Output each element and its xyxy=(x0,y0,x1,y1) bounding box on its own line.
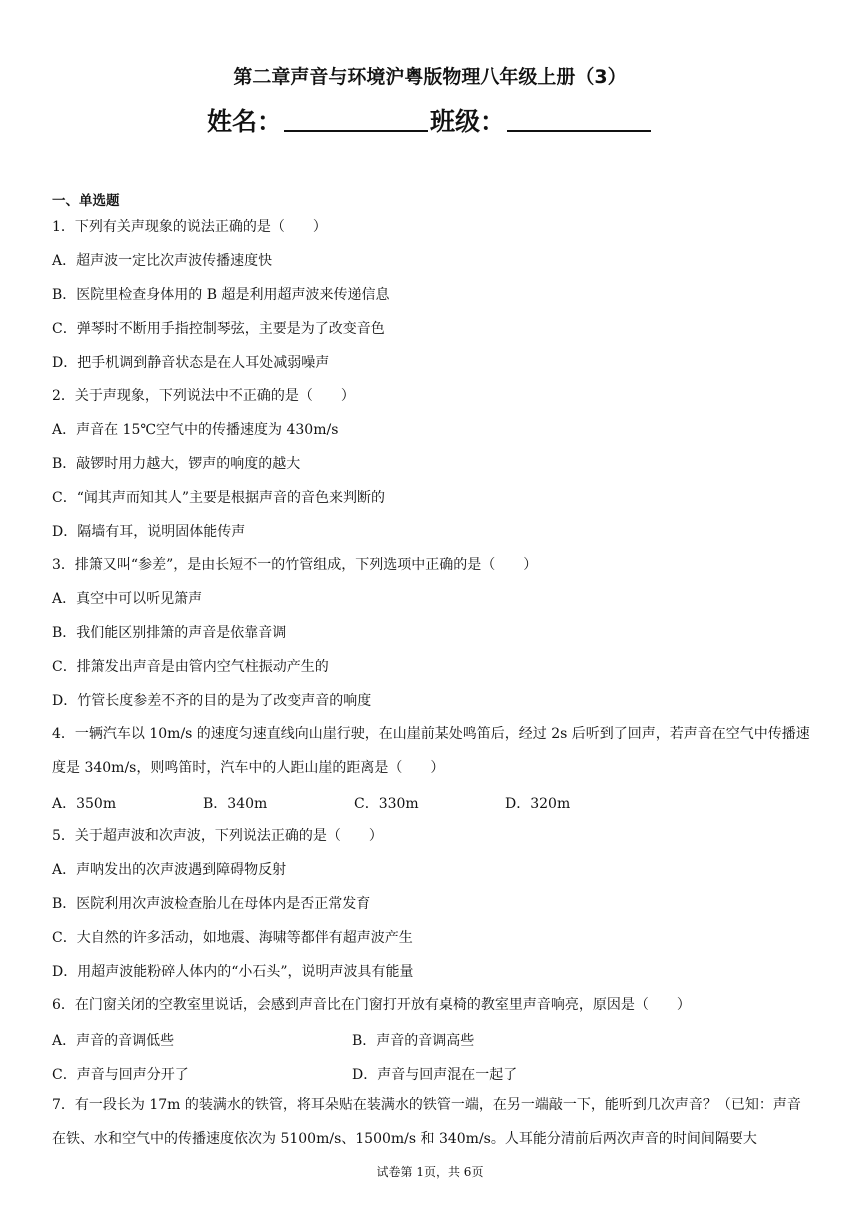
question-1-option-d: D．把手机调到静音状态是在人耳处减弱噪声 xyxy=(52,355,330,371)
question-2-stem: 2．关于声现象，下列说法中不正确的是（ ） xyxy=(52,388,355,404)
question-6-option-d: D．声音与回声混在一起了 xyxy=(352,1067,518,1083)
question-6-options-row-1 xyxy=(52,1030,474,1050)
question-5-stem: 5．关于超声波和次声波，下列说法正确的是（ ） xyxy=(52,828,383,844)
question-6-option-b: B．声音的音调高些 xyxy=(352,1033,475,1049)
question-6-stem: 6．在门窗关闭的空教室里说话，会感到声音比在门窗打开放有桌椅的教室里声音响亮，原因是（ ） xyxy=(52,997,691,1013)
page-footer: 试卷第 1页，共 6页 xyxy=(376,1165,484,1179)
question-6-option-c: C．声音与回声分开了 xyxy=(52,1067,189,1083)
question-2-option-d: D．隔墙有耳，说明固体能传声 xyxy=(52,524,246,540)
question-4-option-a: A．350m xyxy=(52,796,117,812)
question-4-option-b: B．340m xyxy=(203,796,268,812)
question-1-option-a: A．超声波一定比次声波传播速度快 xyxy=(52,253,273,269)
question-6-option-a: A．声音的音调低些 xyxy=(52,1033,175,1049)
question-2-option-a: A．声音在 15℃空气中的传播速度为 430m/s xyxy=(52,422,339,438)
name-class-row xyxy=(0,102,860,138)
question-3-option-a: A．真空中可以听见箫声 xyxy=(52,591,203,607)
question-4-stem: 4．一辆汽车以 10m/s 的速度匀速直线向山崖行驶，在山崖前某处鸣笛后，经过 2s 后听到了回声，若声音在空气中传播速度是 340m/s，则鸣笛时，汽车中的人距山崖的距离是（ ） xyxy=(52,726,810,776)
question-1-option-b: B．医院里检查身体用的 B 超是利用超声波来传递信息 xyxy=(52,287,390,303)
question-4-option-c: C．330m xyxy=(354,796,419,812)
question-5-option-d: D．用超声波能粉碎人体内的“小石头”，说明声波具有能量 xyxy=(52,964,414,980)
question-3-option-b: B．我们能区别排箫的声音是依靠音调 xyxy=(52,625,287,641)
question-4-option-d: D．320m xyxy=(505,796,571,812)
section-title: 一、单选题 xyxy=(52,193,120,209)
question-5-option-c: C．大自然的许多活动，如地震、海啸等都伴有超声波产生 xyxy=(52,930,413,946)
question-7-stem: 7．有一段长为 17m 的装满水的铁管，将耳朵贴在装满水的铁管一端，在另一端敲一下，能听到几次声音？（已知：声音在铁、水和空气中的传播速度依次为 5100m/s、1500m/s 和 340m/s。人耳能分清前后两次声音的时间间隔要大 xyxy=(52,1097,801,1147)
question-5-option-b: B．医院利用次声波检查胎儿在母体内是否正常发育 xyxy=(52,896,371,912)
class-label: 班级： xyxy=(430,107,506,136)
question-4-options xyxy=(52,793,570,813)
question-3-option-d: D．竹管长度参差不齐的目的是为了改变声音的响度 xyxy=(52,693,372,709)
name-label: 姓名： xyxy=(206,107,282,136)
question-2-option-b: B．敲锣时用力越大，锣声的响度的越大 xyxy=(52,456,301,472)
question-3-option-c: C．排箫发出声音是由管内空气柱振动产生的 xyxy=(52,659,329,675)
question-5-option-a: A．声呐发出的次声波遇到障碍物反射 xyxy=(52,862,287,878)
question-3-stem: 3．排箫又叫“参差”，是由长短不一的竹管组成，下列选项中正确的是（ ） xyxy=(52,557,538,573)
question-1-stem: 1．下列有关声现象的说法正确的是（ ） xyxy=(52,219,327,235)
document-title: 第二章声音与环境沪粤版物理八年级上册（3） xyxy=(233,66,627,88)
name-blank xyxy=(284,108,428,132)
question-1-option-c: C．弹琴时不断用手指控制琴弦，主要是为了改变音色 xyxy=(52,321,385,337)
question-6-options-row-2 xyxy=(52,1064,517,1084)
class-blank xyxy=(507,108,651,132)
question-2-option-c: C．“闻其声而知其人”主要是根据声音的音色来判断的 xyxy=(52,490,386,506)
